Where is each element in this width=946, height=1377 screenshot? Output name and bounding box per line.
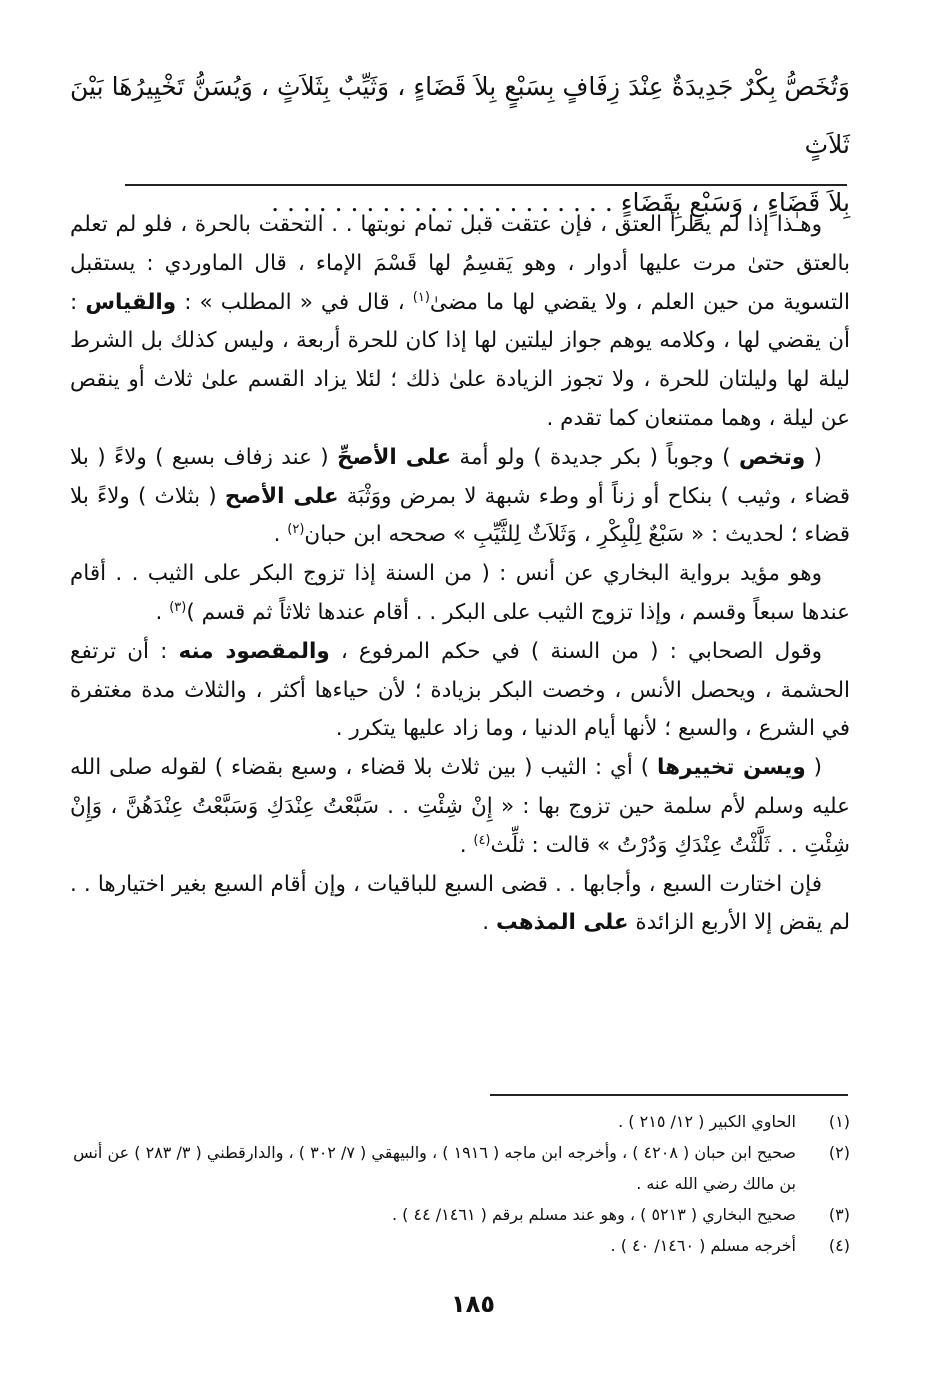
p1-text: وهـٰذا إذا لم يطرأ العتق ، فإن عتقت قبل تمام نوبتها . . التحقت بالحرة ، فلو لم تعلم بالعتق حتىٰ مرت عليها أدوار ، وهو يَقسِمُ لها قَسْمَ الإماء ، قال الماوردي : يستقبل التسوية من حين العلم ، ولا يقضي لها ما مضىٰ xyxy=(70,212,850,315)
commentary-text xyxy=(70,206,850,943)
paragraph-2 xyxy=(70,439,850,555)
paragraph-5 xyxy=(70,749,850,865)
footnote-text: أخرجه مسلم ( ١٤٦٠/ ٤٠ ) . xyxy=(610,1236,796,1255)
p1-bold: والقياس xyxy=(85,289,177,315)
p6-text-a: فإن اختارت السبع ، وأجابها . . قضى السبع للباقيات ، وإن أقام السبع بغير اختيارها . . لم يقض إلا الأربع الزائدة xyxy=(70,871,850,936)
footnote-item xyxy=(66,1106,850,1137)
footnote-number: (٣) xyxy=(828,1205,850,1224)
footnote-item xyxy=(66,1137,850,1199)
p2-text-e: . xyxy=(273,522,288,548)
footnote-item xyxy=(66,1230,850,1261)
p4-text-a: وقول الصحابي : ( من السنة ) في حكم المرفوع ، xyxy=(329,638,822,664)
footnote-ref-1[interactable]: (١) xyxy=(412,289,430,305)
footnote-number: (٤) xyxy=(828,1236,850,1255)
p3-text-e: . xyxy=(155,599,170,625)
paragraph-1 xyxy=(70,206,850,439)
p2-bold-3: على الأصح xyxy=(224,483,339,509)
matn-separator-rule xyxy=(125,184,847,186)
footnotes xyxy=(66,1106,850,1261)
footnote-text: صحيح البخاري ( ٥٢١٣ ) ، وهو عند مسلم برقم ( ١٤٦١/ ٤٤ ) . xyxy=(392,1205,796,1224)
p6-text-e: . xyxy=(482,910,496,936)
p2-text-d: ( بثلاث ) ولاءً بلا قضاء ؛ لحديث : « سَبْعٌ لِلْبِكْرِ ، وَثَلاَثٌ لِلثَّيِّبِ » صححه ابن حبان xyxy=(70,483,850,548)
p4-bold: والمقصود منه xyxy=(178,638,330,664)
p5-text-b: ) أي : الثيب ( بين ثلاث بلا قضاء ، وسبع بقضاء ) لقوله صلى الله عليه وسلم لأم سلمة حين تزوج بها : « إِنْ شِئْتِ . . سَبَّعْتُ عِنْدَكِ وَسَبَّعْتُ عِنْدَهُنَّ ، وَإِنْ شِئْتِ . . ثَلَّثْتُ عِنْدَكِ وَدُرْتُ » قالت : ثلِّث xyxy=(70,755,850,858)
p1-text-c: : أن يقضي لها ، وكلامه يوهم جواز ليلتين لها إذا كان للحرة أربعة ، وليس كذلك بل الشرط ليلة لها وليلتان للحرة ، ولا تجوز الزيادة علىٰ ذلك ؛ لئلا يزاد القسم علىٰ ثلاث أو ينقص عن ليلة ، وهما ممتنعان كما تقدم . xyxy=(70,289,850,431)
paragraph-3 xyxy=(70,555,850,633)
footnote-text: صحيح ابن حبان ( ٤٢٠٨ ) ، وأخرجه ابن ماجه ( ١٩١٦ ) ، والبيهقي ( ٧/ ٣٠٢ ) ، والدارقطني ( ٣/ ٢٨٣ ) عن أنس بن مالك رضي الله عنه . xyxy=(73,1143,796,1193)
p2-bold-2: على الأصحِّ xyxy=(337,444,452,470)
footnote-number: (١) xyxy=(828,1112,850,1131)
matn-line-2-text: بِلاَ قَضَاءٍ ، وَسَبْعٍ بِقَضَاءٍ . xyxy=(604,188,850,217)
paragraph-4 xyxy=(70,633,850,749)
p2-text-b: ) وجوباً ( بكر جديدة ) ولو أمة xyxy=(451,444,739,470)
footnote-item xyxy=(66,1199,850,1230)
footnote-number: (٢) xyxy=(828,1143,850,1162)
footnote-separator-rule xyxy=(490,1094,848,1096)
paragraph-6 xyxy=(70,866,850,944)
matn-dots: . . . . . . . . . . . . . . . . . . . . . xyxy=(271,188,597,217)
p5-text-a: ( xyxy=(805,755,823,781)
matn-line-1: وَتُخَصُّ بِكْرٌ جَدِيدَةٌ عِنْدَ زِفَافٍ بِسَبْعٍ بِلاَ قَضَاءٍ ، وَثَيِّبٌ بِثَلاَثٍ ، وَيُسَنُّ تَخْيِيرُهَا بَيْنَ ثَلاَثٍ xyxy=(70,72,850,159)
p1-text-b: ، قال في « المطلب » : xyxy=(176,289,413,315)
page-number: ١٨٥ xyxy=(451,1290,495,1318)
p5-bold: ويسن تخييرها xyxy=(657,755,806,781)
footnote-ref-3[interactable]: (٣) xyxy=(169,599,187,615)
footnote-ref-2[interactable]: (٢) xyxy=(287,522,305,538)
footnote-text: الحاوي الكبير ( ١٢/ ٢١٥ ) . xyxy=(618,1112,796,1131)
p2-text-c: ( عند زفاف بسبع ) ولاءً ( بلا قضاء ، وثيب ) بنكاح أو زناً أو وطء شبهة لا بمرض ووَثْبَة xyxy=(70,444,850,509)
p3-text: وهو مؤيد برواية البخاري عن أنس : ( من السنة إذا تزوج البكر على الثيب . . أقام عندها سبعاً وقسم ، وإذا تزوج الثيب على البكر . . أقام عندها ثلاثاً ثم قسم ) xyxy=(70,561,850,625)
p5-text-e: . xyxy=(459,832,474,858)
footnote-ref-4[interactable]: (٤) xyxy=(473,832,491,848)
p4-text-b: : أن ترتفع الحشمة ، ويحصل الأنس ، وخصت البكر بزيادة ؛ لأن حياءها أكثر ، والثلاث مدة مغتفرة في الشرع ، والسبع ؛ لأنها أيام الدنيا ، وما زاد عليها يتكرر . xyxy=(70,638,850,742)
p2-bold-1: وتخص xyxy=(738,444,806,470)
p6-bold: على المذهب xyxy=(495,910,629,936)
p2-text-a: ( xyxy=(805,444,822,470)
